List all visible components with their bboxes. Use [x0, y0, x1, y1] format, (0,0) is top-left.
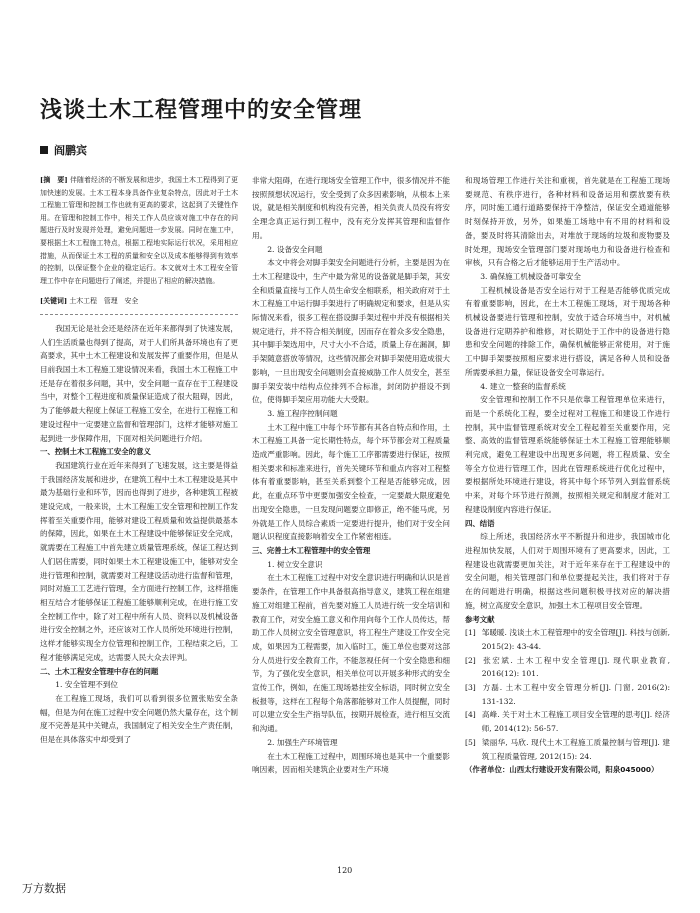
- paragraph: 和现场管理工作进行关注和重视，首先就是在工程施工现场要规范、有秩序进行，各种材料和设备运用和摆放要有秩序，同时施工通行道路要保持干净整洁，保证安全通道能够时刻保持开放，另外，如果施工场地中有不用的材料和设备，要及时将其清除出去，对堆放于现场的垃圾和废物要及时处理，现场安全管理部门要对现场电力和设备进行检查和审核，只有合格之后才能够运用于生产活动中。: [465, 176, 670, 268]
- article-title: 浅谈土木工程管理中的安全管理: [40, 98, 363, 123]
- subheading: 1. 安全管理不到位: [55, 680, 119, 690]
- section-heading-4: 四、结语: [465, 518, 495, 528]
- paragraph: 综上所述，我国经济水平不断提升和进步，我国城市化进程加快发展，人们对于周围环境有了更高要求，因此，工程建设也就需要更加关注，对于近年来存在于工程建设中的安全问题，相关管理部门和单位要提起关注，我们将对于存在的问题进行明确，根据这些问题积极寻找对应的解决措施，树立高度安全意识，加强土木工程项目安全管理。: [465, 532, 670, 610]
- subheading: 2. 设备安全问题: [267, 244, 323, 254]
- subheading: 3. 施工程序控制问题: [267, 408, 338, 418]
- paragraph: 本文中将会对脚手架安全问题进行分析，主要是因为在土木工程建设中，生产中最为常见的设备就是脚手架，其安全和质量直接与工作人员生命安全相联系，相关政府对于土木工程施工中运行脚手架进行了明确规定和要求，但是从实际情况来看，很多工程在搭设脚手架过程中并没有根据相关规定进行，并不符合相关制度，因而存在着众多安全隐患，其中脚手架选用中，尺寸大小不合适，质量上存在漏洞，脚手架随意搭放等情况，这些情况都会对脚手架使用造成很大影响，一旦出现安全问题则会直接威胁工作人员安全，甚至脚手架安装中结构点位排列不合标准，封闭防护措设不到位，使得脚手架应用功能大大受限。: [252, 258, 450, 405]
- reference-item: [4] 高峰. 关于对土木工程施工项目安全管理的思考[J]. 经济师, 2014(12): 56-57.: [465, 710, 670, 734]
- paragraph: 在土木工程施工过程中，周围环境也是其中一个重要影响因素，因而相关建筑企业要对生产环境: [252, 751, 450, 775]
- reference-item: [1] 邹暖暖. 浅谈土木工程管理中的安全管理[J]. 科技与创新, 2015(2): 43-44.: [465, 628, 670, 651]
- paragraph: 非常大阻碍，在进行现场安全管理工作中，很多情况并不能按照预想状况运行，安全受到了众多因素影响，从根本上来说，就是相关制度和机构没有完善，相关负责人员没有将安全理念真正运行到工程中，没有充分发挥其管理和监督作用。: [252, 176, 450, 240]
- square-bullet-icon: [40, 146, 48, 154]
- divider: [40, 314, 238, 315]
- author-name: 阎鹏宾: [54, 144, 87, 157]
- author-line: [40, 142, 87, 158]
- intro-paragraph: 我国无论是社会还是经济在近年来都得到了快速发展，人们生活质量也得到了提高，对于人们所具备环境也有了更高要求，其中土木工程建设和发展发挥了重要作用，但是从目前我国土木工程施工建设情况来看，我国土木工程施工中还是存在着很多问题，其中，安全问题一直存在于工程建设当中，对整个工程进度和质量保证造成了很大阻碍，因此，为了能够最大程度上保证工程施工安全，在进行工程施工和建设过程中一定要建立监督和管理部门，这样才能够对施工起到进一步保障作用，下面对相关问题进行介绍。: [40, 323, 238, 443]
- paragraph: 土木工程中施工中每个环节都有其各自特点和作用，土木工程施工具备一定长期性特点，每个环节都会对工程质量造成严重影响。因此，每个施工工序都需要进行保证，按照相关要求和标准来进行，首先关键环节和重点内容对工程整体有着重要影响，甚至关系到整个工程是否能够完成，因此，在重点环节中更要加强安全检查，一定要最大限度避免出现安全隐患，一旦发现问题要立即修正，绝不能马虎，另外就是工作人员综合素质一定要进行提升，他们对于安全问题认识程度直接影响着安全工作紧密相连。: [252, 422, 450, 542]
- paragraph: 工程机械设备是否安全运行对于工程是否能够优质完成有着重要影响，因此，在土木工程施工现场，对于现场各种机械设备要进行管理和控制，安放于适合环境当中，对机械设备进行定期养护和维修，对长期处于工作中的设备进行隐患和安全问题的排除工作，确保机械能够正常使用，对于施工中脚手架要按照相应要求进行搭设，满足各种人员和设备所需要承担力量，保证设备安全可靠运行。: [465, 285, 670, 377]
- author-affiliation: （作者单位：山西太行建设开发有限公司，阳泉045000）: [465, 765, 659, 775]
- subheading: 4. 建立一整套的监督系统: [480, 381, 566, 391]
- reference-item: [3] 方磊. 土木工程中安全管理分析[J]. 门窗, 2016(2): 131-132.: [465, 683, 670, 706]
- paragraph: 安全管理和控制工作不只是依靠工程管理单位来进行，而是一个系统化工程，要全过程对工程施工和建设工作进行控制，其中监督管理系统对安全工程起着至关重要作用，完整、高效的监督管理系统能够保证土木工程施工管理能够顺利完成，避免工程建设中出现更多问题，将工程质量、安全等全方位进行管理工作，因此在管理系统进行优化过程中，要根据所处环境进行建设，将其中每个环节列入到监督系统中来，对每个环节进行预测，按照相关规定和制度才能对工程建设制度内容进行保证。: [465, 395, 670, 514]
- page-number: 120: [337, 866, 353, 875]
- reference-item: [5] 梁丽华, 马欣. 现代土木工程施工质量控制与管理[J]. 建筑工程质量管理, 2012(15): 24.: [465, 737, 670, 761]
- keywords-label: [关键词]: [40, 297, 68, 306]
- section-heading-2: 二、土木工程安全管理中存在的问题: [40, 666, 159, 676]
- section-heading-3: 三、完善土木工程管理中的安全管理: [252, 545, 371, 555]
- paragraph: 在工程施工现场，我们可以看到很多位置张贴安全条幅，但是为何在施工过程中安全问题仍然大量存在，这个制度不完善是其中关键点，我国制定了相关安全生产责任制，但是在具体落实中却受到了: [40, 693, 238, 745]
- references-heading: 参考文献: [465, 614, 495, 624]
- section-heading-1: 一、控制土木工程施工安全的意义: [40, 447, 151, 457]
- abstract-label: [摘 要]: [40, 176, 68, 184]
- subheading: 1. 树立安全意识: [267, 559, 323, 569]
- abstract-text: 伴随着经济的不断发展和进步，我国土木工程得到了更加快速的发展。土木工程本身具备作业复杂特点，因此对于土木工程施工管理和控制工作也就有更高的要求，这起到了关键性作用。在管理和控制工作中，相关工作人员应该对施工中存在的问题进行及时发现并处理，避免问题进一步发展。同时在施工中，要根据土木工程施工特点，根据工程地实际运行状况，采用相应措施，从而保证土木工程的质量和安全以及成本能够得到有效率的控制，以保证整个企业的稳定运行。本文就对土木工程安全管理工作中存在问题进行了阐述，并提出了相应的解决措施。: [40, 176, 238, 285]
- keywords-text: 土木工程 管理 安全: [69, 297, 139, 306]
- wanfang-logo: 万方数据: [22, 882, 66, 895]
- subheading: 3. 确保施工机械设备可靠安全: [480, 271, 581, 281]
- column-3: [465, 174, 670, 849]
- keywords: [40, 295, 238, 308]
- paragraph: 在土木工程施工过程中对安全意识进行明确和认识是首要条件，在管理工作中具备很高指导意义，建筑工程在组建施工对组建工程前，首先要对施工人员进行统一安全培训和教育工作，对安全施工意义和作用向每个工作人员传达，帮助工作人员树立安全管理意识，将工程生产建设工作安全完成，如果因为工程需要，加入临时工，施工单位也要对这部分人员进行安全教育工作，不能忽视任何一个安全隐患和细节，为了强化安全意识，相关单位可以开展多种形式的安全宣传工作，例如，在施工现场悬挂安全标语，同时树立安全板报等，这样在工程每个角落都能够对工作人员提醒，同时可以建立安全生产指导队伍，按期开展检查，进行相互交流和沟通。: [252, 573, 450, 734]
- reference-item: [2] 张宏斌. 土木工程中安全管理[J]. 现代职业教育, 2016(12): 101.: [465, 655, 670, 679]
- column-2: [252, 174, 450, 849]
- column-1: [40, 174, 238, 849]
- paragraph: 我国建筑行业在近年来得到了飞速发展，这主要是得益于我国经济发展和进步，在建筑工程中土木工程建设是其中最为基础行业和环节，因而也得到了进步，各种建筑工程被建设完成，一般来说，土木工程施工安全管理和控制工作发挥着至关重要作用，能够对建设工程质量和效益提供最基本的保障，因此，如果在土木工程建设中能够保证安全完成，就需要在工程施工中首先建立质量管理系统，保证工程达到人们居住需要，同时如果土木工程建设施工中，能够对安全进行管理和控制，就需要对工程建设活动进行监督和管理，同时对施工工艺进行管理，全方面进行控制工作，这样措施相互结合才能够保证工程施工能够顺利完成，在进行施工安全控制工作中，除了对工程中所有人员、资料以及机械设备进行安全控制之外，还应该对工作人员所处环境进行控制，这样才能够实现全方位管理和控制工作，工程结束之后，工程才能够满足完成，达需要人民大众去评判。: [40, 460, 238, 662]
- subheading: 2. 加强生产环境管理: [267, 737, 338, 747]
- abstract: [40, 174, 238, 287]
